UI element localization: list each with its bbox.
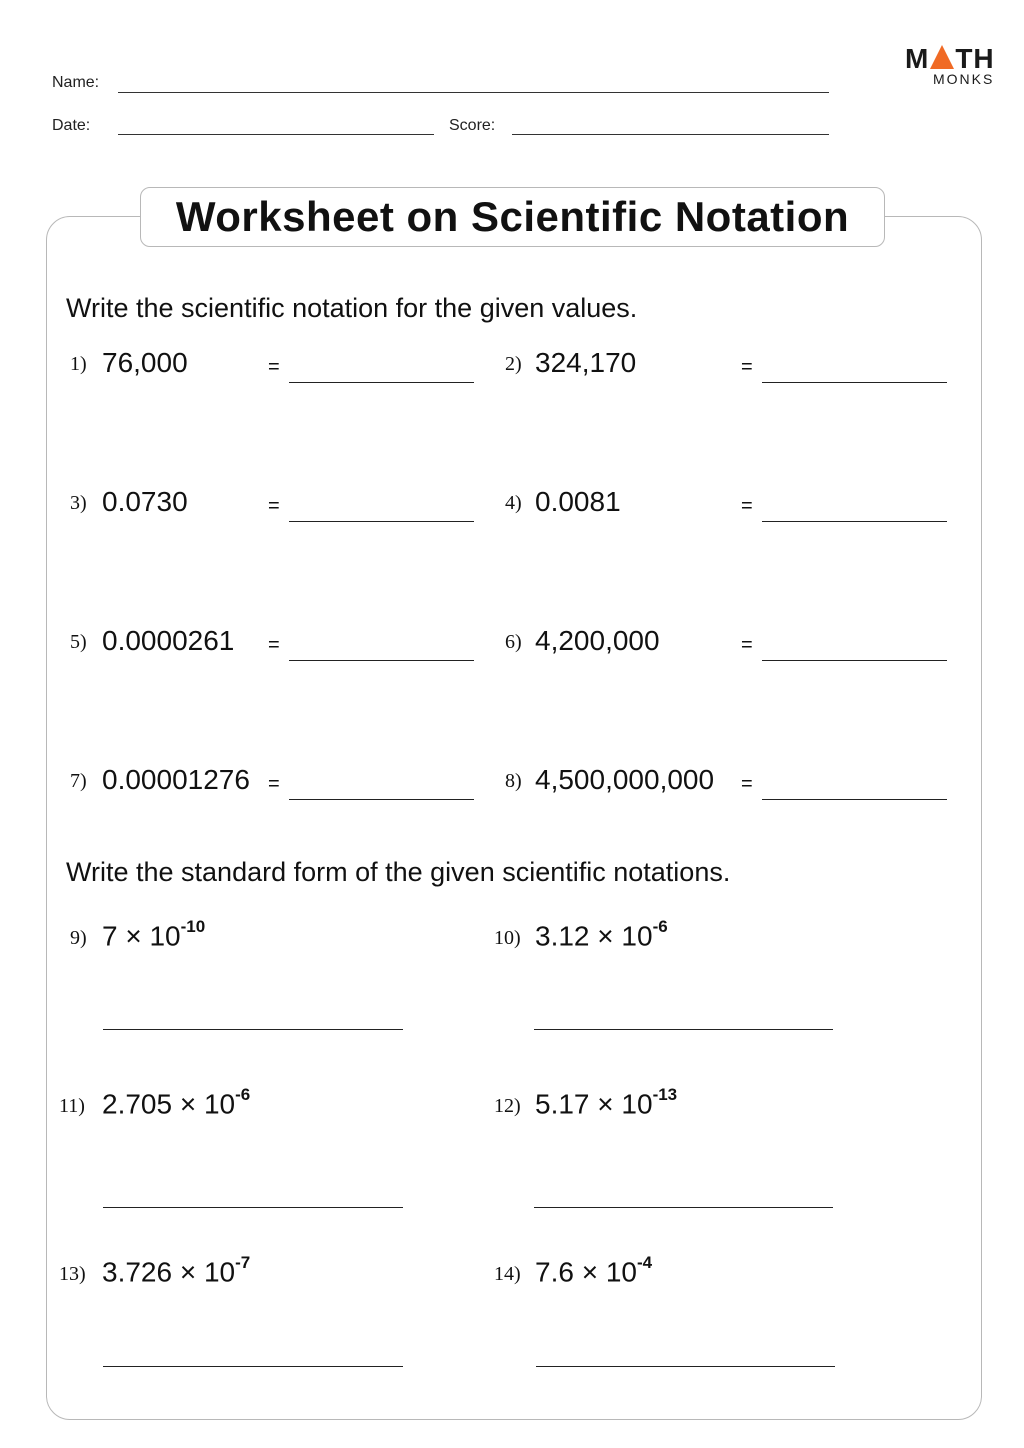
- expression-exponent: -7: [235, 1253, 251, 1272]
- problem-number: 5): [70, 631, 87, 653]
- problem-expression: [102, 917, 206, 952]
- section2-instruction: Write the standard form of the given scientific notations.: [66, 857, 731, 887]
- answer-line[interactable]: [534, 1029, 833, 1030]
- expression-exponent: -6: [235, 1085, 251, 1104]
- expression-base: 3.12 × 10: [535, 920, 653, 952]
- problem-value: 4,200,000: [535, 625, 660, 656]
- equals-sign: =: [268, 634, 280, 656]
- expression-base: 7 × 10: [102, 920, 181, 952]
- logo-text-monks: MONKS: [933, 71, 995, 87]
- logo-text-th: TH: [955, 43, 995, 74]
- expression-base: 5.17 × 10: [535, 1088, 653, 1120]
- problem-number: 9): [70, 927, 87, 949]
- problem-number: 1): [70, 353, 87, 375]
- expression-exponent: -10: [180, 917, 206, 936]
- expression-base: 2.705 × 10: [102, 1088, 236, 1120]
- triangle-icon: [930, 45, 954, 69]
- section1-instruction: Write the scientific notation for the given values.: [66, 293, 638, 323]
- answer-line[interactable]: [289, 660, 474, 661]
- answer-line[interactable]: [289, 382, 474, 383]
- problem-expression: [535, 917, 668, 952]
- problem-value: 324,170: [535, 347, 637, 378]
- name-field[interactable]: [118, 92, 829, 93]
- logo-text-m: M: [905, 43, 930, 74]
- problem-number: 4): [505, 492, 522, 514]
- date-label: Date:: [52, 117, 91, 134]
- page-title: Worksheet on Scientific Notation: [175, 193, 850, 240]
- equals-sign: =: [741, 634, 753, 656]
- score-field[interactable]: [512, 134, 829, 135]
- problem-value: 4,500,000,000: [535, 764, 715, 795]
- problem-value: 0.00001276: [102, 764, 250, 795]
- answer-line[interactable]: [536, 1366, 835, 1367]
- problem-number: 8): [505, 770, 522, 792]
- worksheet-frame: [46, 216, 982, 1420]
- answer-line[interactable]: [289, 799, 474, 800]
- problem-number: 3): [70, 492, 87, 514]
- problem-number: 7): [70, 770, 87, 792]
- problem-value: 0.0730: [102, 486, 188, 517]
- answer-line[interactable]: [534, 1207, 833, 1208]
- expression-exponent: -13: [652, 1085, 678, 1104]
- equals-sign: =: [268, 495, 280, 517]
- problem-number: 12): [494, 1095, 521, 1117]
- answer-line[interactable]: [762, 521, 947, 522]
- equals-sign: =: [268, 773, 280, 795]
- problem-value: 76,000: [102, 347, 188, 378]
- problem-value: 0.0081: [535, 486, 621, 517]
- problem-number: 11): [59, 1095, 85, 1117]
- answer-line[interactable]: [289, 521, 474, 522]
- equals-sign: =: [268, 356, 280, 378]
- equals-sign: =: [741, 356, 753, 378]
- problem-expression: [102, 1085, 251, 1120]
- problem-number: 2): [505, 353, 522, 375]
- math-monks-logo: [905, 44, 1005, 94]
- answer-line[interactable]: [762, 660, 947, 661]
- expression-base: 7.6 × 10: [535, 1256, 637, 1288]
- problem-expression: [535, 1085, 678, 1120]
- problem-number: 13): [59, 1263, 86, 1285]
- date-field[interactable]: [118, 134, 434, 135]
- problem-number: 10): [494, 927, 521, 949]
- problem-expression: [535, 1253, 653, 1288]
- problem-expression: [102, 1253, 251, 1288]
- answer-line[interactable]: [103, 1366, 403, 1367]
- equals-sign: =: [741, 495, 753, 517]
- problem-number: 6): [505, 631, 522, 653]
- equals-sign: =: [741, 773, 753, 795]
- problem-number: 14): [494, 1263, 521, 1285]
- answer-line[interactable]: [762, 382, 947, 383]
- expression-base: 3.726 × 10: [102, 1256, 236, 1288]
- answer-line[interactable]: [103, 1029, 403, 1030]
- title-box: [140, 187, 885, 247]
- problem-value: 0.0000261: [102, 625, 235, 656]
- expression-exponent: -6: [652, 917, 668, 936]
- score-label: Score:: [449, 117, 496, 134]
- expression-exponent: -4: [636, 1253, 653, 1272]
- answer-line[interactable]: [103, 1207, 403, 1208]
- answer-line[interactable]: [762, 799, 947, 800]
- name-label: Name:: [52, 74, 100, 91]
